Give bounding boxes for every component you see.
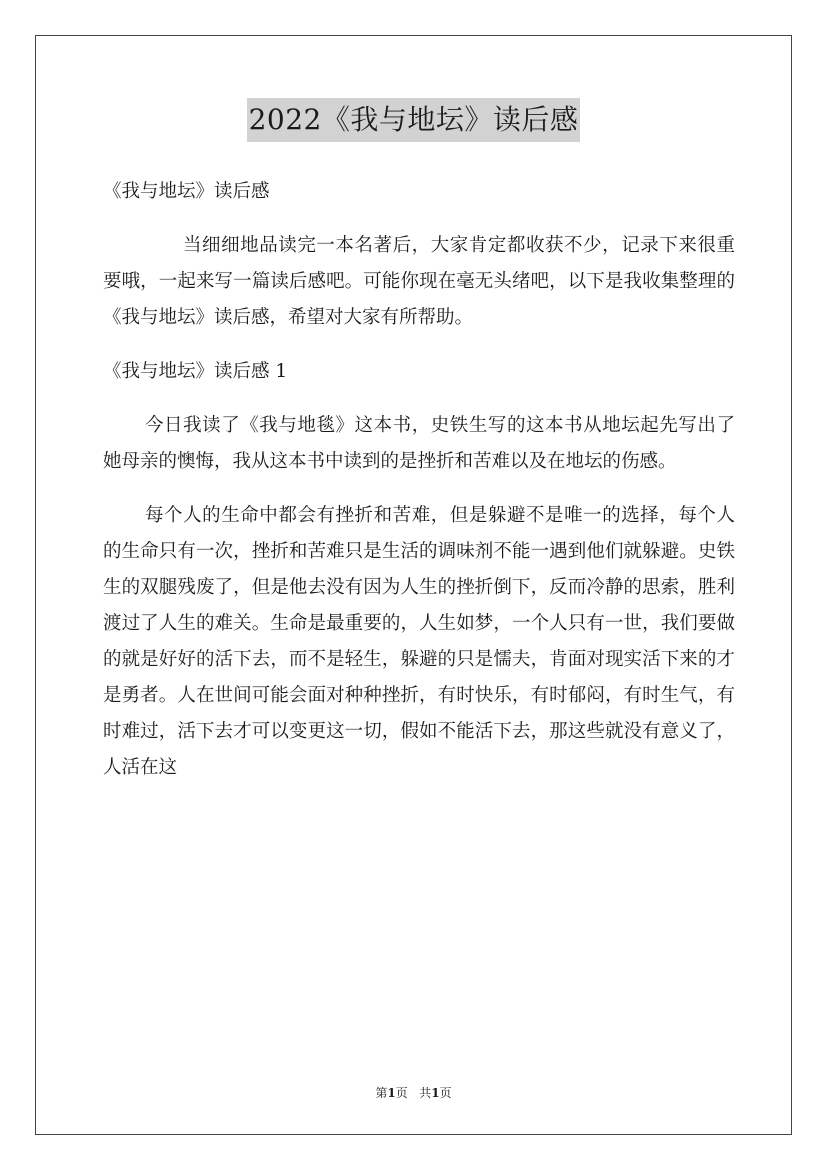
body-paragraph-2: 每个人的生命中都会有挫折和苦难，但是躲避不是唯一的选择，每个人的生命只有一次，挫折和苦难只是生活的调味剂不能一遇到他们就躲避。史铁生的双腿残废了，但是他去没有因为人生的挫折倒下，反而冷静的思索，胜利渡过了人生的难关。生命是最重要的，人生如梦，一个人只有一世，我们要做的就是好好的活下去，而不是轻生，躲避的只是懦夫，肯面对现实活下来的才是勇者。人在世间可能会面对种种挫折，有时快乐，有时郁闷，有时生气，有时难过，活下去才可以变更这一切，假如不能活下去，那这些就没有意义了，人活在这	[103, 505, 735, 778]
document-body	[103, 174, 735, 804]
total-pages-indicator: 共1页	[419, 1086, 452, 1100]
title-container	[0, 98, 827, 142]
page-footer	[0, 1085, 827, 1101]
document-title: 2022《我与地坛》读后感	[247, 98, 581, 142]
page-indicator: 第1页	[375, 1086, 408, 1100]
body-paragraph-1: 今日我读了《我与地毯》这本书，史铁生写的这本书从地坛起先写出了她母亲的懊悔，我从这本书中读到的是挫折和苦难以及在地坛的伤感。	[103, 415, 735, 472]
subtitle-line: 《我与地坛》读后感	[103, 181, 270, 202]
section-heading: 《我与地坛》读后感 1	[103, 361, 288, 382]
intro-paragraph: 当细细地品读完一本名著后，大家肯定都收获不少，记录下来很重要哦，一起来写一篇读后感吧。可能你现在毫无头绪吧，以下是我收集整理的《我与地坛》读后感，希望对大家有所帮助。	[103, 235, 735, 328]
